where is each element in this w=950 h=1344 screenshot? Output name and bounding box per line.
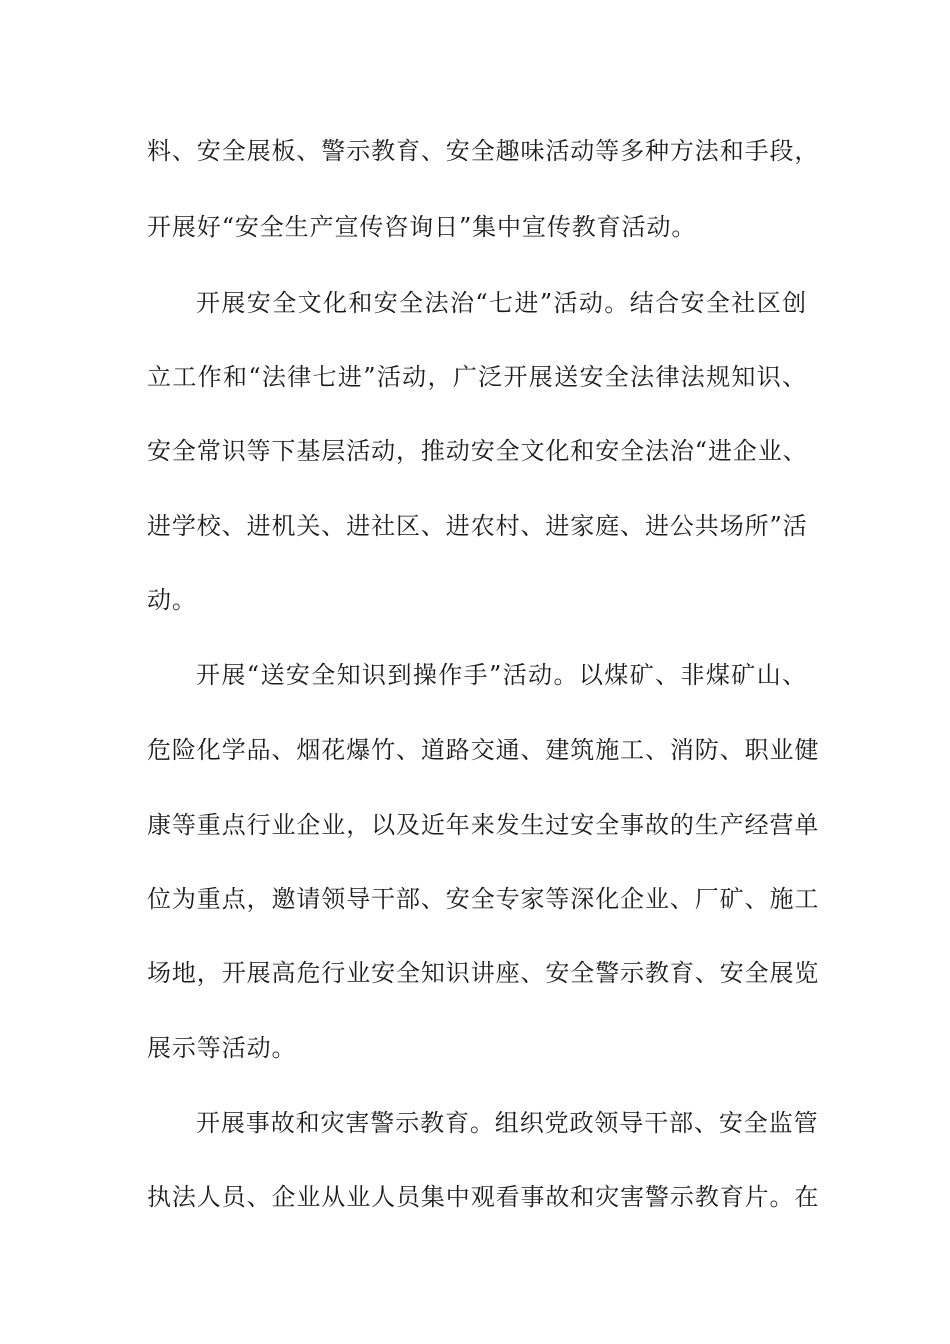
text-line: 进学校、进机关、进社区、进农村、进家庭、进公共场所”活 — [147, 512, 808, 540]
paragraph-first-line: 开展事故和灾害警示教育。组织党政领导干部、安全监管 — [196, 1109, 819, 1137]
text-line: 位为重点，邀请领导干部、安全专家等深化企业、厂矿、施工 — [147, 885, 820, 913]
text-line: 安全常识等下基层活动，推动安全文化和安全法治“进企业、 — [147, 437, 808, 465]
text-line: 康等重点行业企业，以及近年来发生过安全事故的生产经营单 — [147, 811, 820, 839]
text-line: 料、安全展板、警示教育、安全趣味活动等多种方法和手段， — [147, 137, 820, 165]
text-line: 场地，开展高危行业安全知识讲座、安全警示教育、安全展览 — [147, 959, 820, 987]
text-line: 开展好“安全生产宣传咨询日”集中宣传教育活动。 — [147, 213, 697, 241]
paragraph-first-line: 开展“送安全知识到操作手”活动。以煤矿、非煤矿山、 — [196, 661, 807, 689]
text-line: 立工作和“法律七进”活动，广泛开展送安全法律法规知识、 — [147, 363, 807, 391]
text-line: 危险化学品、烟花爆竹、道路交通、建筑施工、消防、职业健 — [147, 736, 820, 764]
text-line: 执法人员、企业从业人员集中观看事故和灾害警示教育片。在 — [147, 1183, 820, 1211]
paragraph-first-line: 开展安全文化和安全法治“七进”活动。结合安全社区创 — [196, 289, 807, 317]
text-line: 动。 — [147, 586, 197, 614]
text-line: 展示等活动。 — [147, 1034, 297, 1062]
